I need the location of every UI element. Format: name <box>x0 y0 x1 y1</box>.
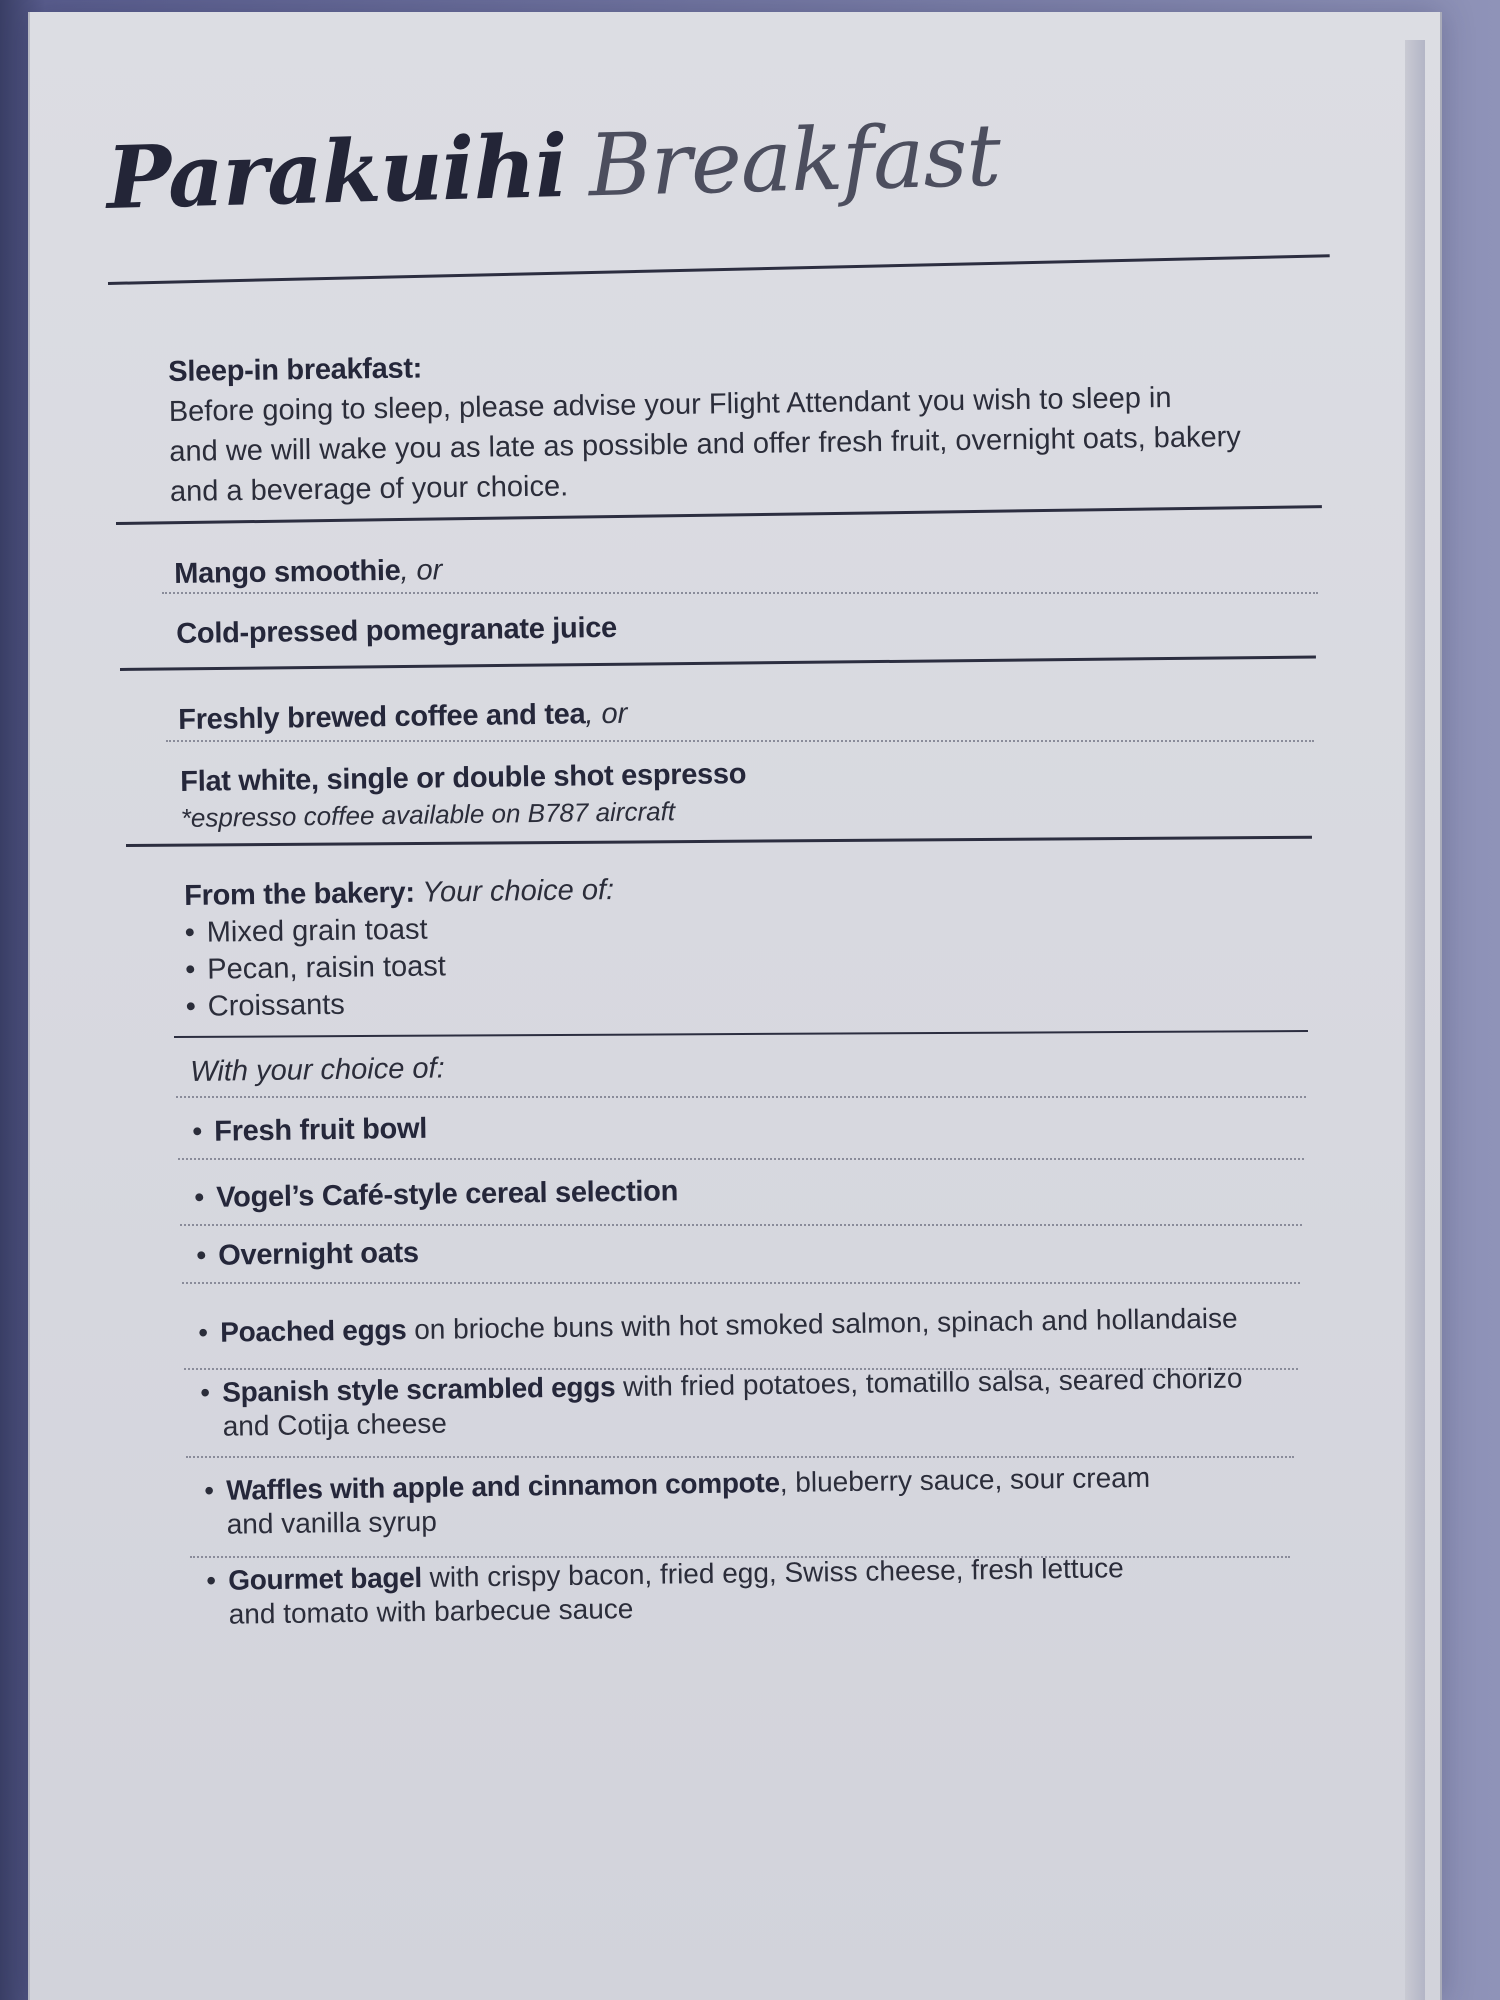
bakery-heading-suffix: Your choice of: <box>414 873 615 909</box>
choice-item: • Vogel’s Café-style cereal selection <box>194 1175 679 1214</box>
dotted-divider-6 <box>182 1282 1300 1284</box>
choice-item: • Overnight oats <box>196 1236 419 1272</box>
dotted-divider-4 <box>178 1158 1304 1160</box>
card-edge <box>1405 40 1425 2000</box>
espresso-line <box>180 754 747 834</box>
dotted-divider-8 <box>186 1456 1294 1458</box>
coffee-label: Freshly brewed coffee and tea <box>178 698 586 736</box>
choice-heading: With your choice of: <box>190 1052 445 1088</box>
sleep-in-line-1: Before going to sleep, please advise your Flight Attendant you wish to sleep in <box>168 381 1172 428</box>
title-word-parakuihi: Parakuihi <box>105 115 568 229</box>
sleep-in-section <box>168 337 1242 512</box>
dotted-divider-2 <box>166 740 1314 742</box>
bakery-item: • Croissants <box>185 988 346 1023</box>
sleep-in-line-2: and we will wake you as late as possible and offer fresh fruit, overnight oats, bakery <box>169 421 1241 468</box>
main-item: • Waffles with apple and cinnamon compote, blueberry sauce, sour cream and vanilla syrup <box>204 1461 1151 1540</box>
espresso-label: Flat white, single or double shot espresso <box>180 758 747 798</box>
dotted-divider-1 <box>162 592 1318 594</box>
sleep-in-line-3: and a beverage of your choice. <box>169 470 569 508</box>
main-item: • Poached eggs on brioche buns with hot smoked salmon, spinach and hollandaise <box>198 1302 1238 1348</box>
bakery-section <box>184 872 616 1026</box>
bakery-heading: From the bakery: <box>184 876 415 912</box>
or-text-1: , or <box>400 554 443 587</box>
main-item: • Gourmet bagel with crispy bacon, fried egg, Swiss cheese, fresh lettuce and tomato with barbecue sauce <box>206 1552 1124 1630</box>
title-word-breakfast: Breakfast <box>587 105 1002 217</box>
sleep-in-heading: Sleep-in breakfast: <box>168 352 423 388</box>
or-text-2: , or <box>585 697 628 731</box>
coffee-line <box>178 694 628 740</box>
smoothie-line <box>174 550 443 594</box>
dotted-divider-5 <box>180 1224 1302 1226</box>
main-item: • Spanish style scrambled eggs with fried potatoes, tomatillo salsa, seared chorizo and Cotija cheese <box>200 1362 1243 1442</box>
bakery-item: • Mixed grain toast <box>184 913 428 949</box>
espresso-note: *espresso coffee available on B787 aircraft <box>180 796 676 833</box>
smoothie-label: Mango smoothie <box>174 554 401 590</box>
juice-line <box>176 608 617 654</box>
choice-item: • Fresh fruit bowl <box>192 1112 428 1148</box>
bakery-item: • Pecan, raisin toast <box>185 950 447 986</box>
choice-heading-line <box>190 1048 445 1092</box>
juice-label: Cold-pressed pomegranate juice <box>176 611 618 650</box>
dotted-divider-3 <box>176 1096 1306 1098</box>
